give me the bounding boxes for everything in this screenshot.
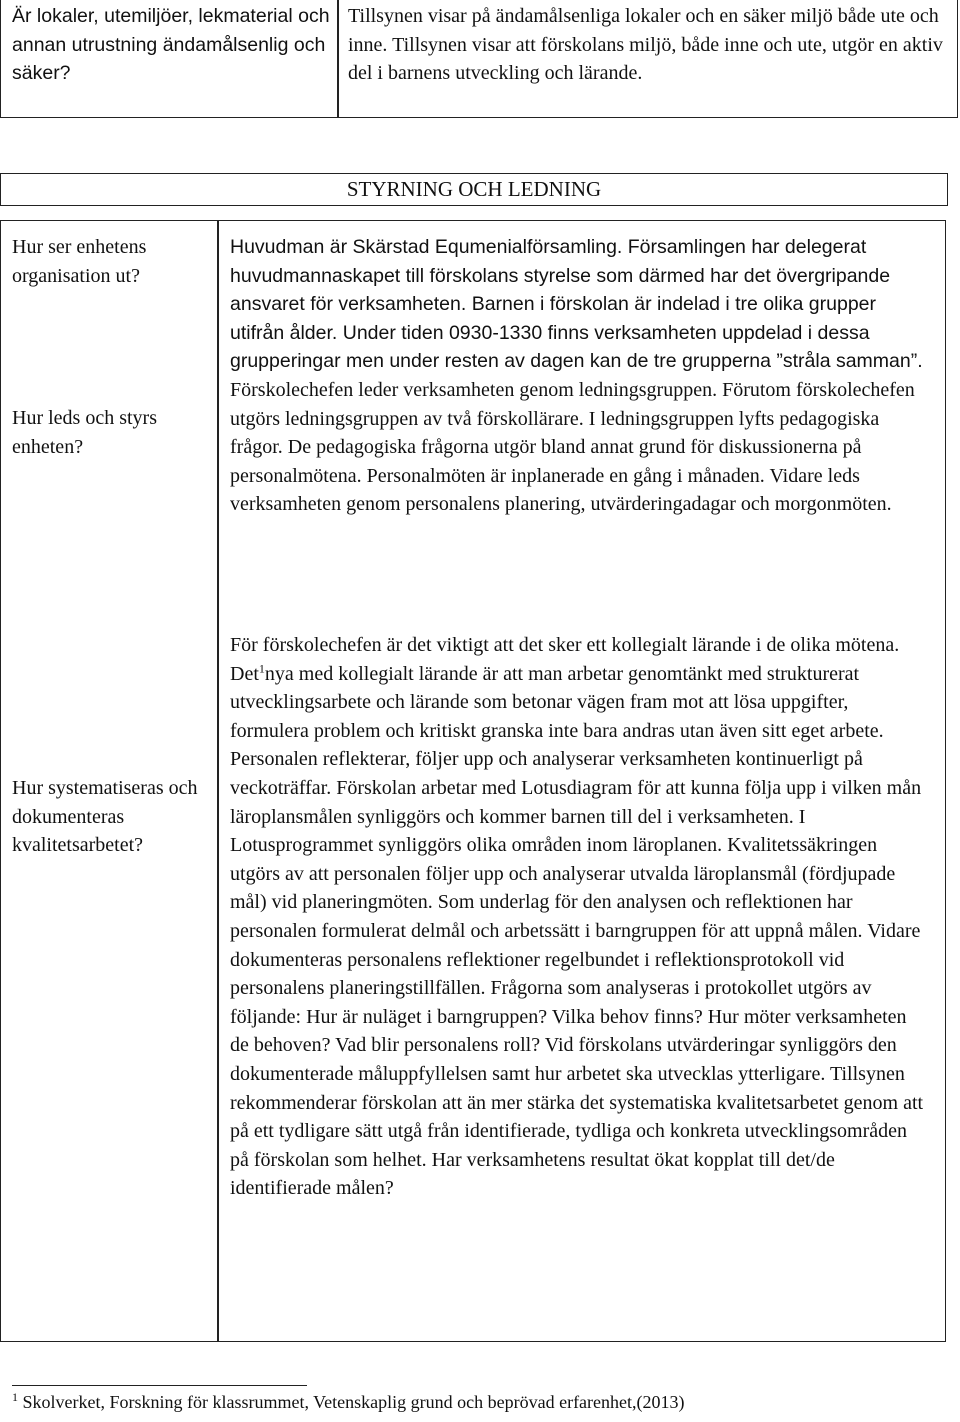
question-leadership: Hur leds och styrs enheten? [12, 407, 157, 458]
answer-block [230, 233, 930, 519]
footnote-text: Skolverket, Forskning för klassrummet, Vetenskaplig grund och beprövad erfarenhet,(2013) [22, 1392, 685, 1412]
question-quality-work: Hur systematiseras och dokumenteras kvalitetsarbetet? [12, 777, 198, 857]
answer-collegial-learning [230, 631, 930, 745]
answer-premises: Tillsynen visar på ändamålsenliga lokaler och en säker miljö både ute och inne. Tillsynen visar att förskolans miljö, både inne och ute, utgör en aktiv del i barnens utveckling och lärande. [348, 5, 943, 85]
question-premises: Är lokaler, utemiljöer, lekmaterial och annan utrustning ändamålsenlig och säker? [12, 5, 330, 84]
answer-leadership: Förskolechefen leder verksamheten genom ledningsgruppen. Förutom förskolechefen utgörs ledningsgruppen av två förskollärare. I ledningsgruppen lyfts pedagogiska frågor. De pedagogiska frågorna utgör bland annat grund för diskussionerna på personalmötena. Personalmöten är inplanerade en gång i månaden. Vidare leds verksamheten genom personalens planering, utvärderingadagar och morgonmöten. [230, 378, 915, 516]
answer-quality: Personalen reflekterar, följer upp och analyserar verksamheten kontinuerligt på veckoträffar. Förskolan arbetar med Lotusdiagram för att kunna följa upp i vilken mån läroplansmålen synliggörs och kommer barnen till del i verksamheten. I Lotusprogrammet synliggörs olika områden inom läroplanen. Kvalitetssäkringen utgörs av att personalen följer upp och analyserar utvalda läroplansmål (fördjupade mål) vid planeringmöten. Som underlag för den analysen och reflektionen har personalen formulerat delmål och arbetssätt i barngruppen för att uppnå målen. Vidare dokumenteras personalens reflektioner regelbundet i reflektionsprotokoll vid personalens planeringstillfällen. Frågorna som analyseras i protokollet utgörs av följande: Hur är nuläget i barngruppen? Vilka behov finns? Hur möter verksamheten de behoven? Vad blir personalens roll? Vid förskolans utvärderingar synliggörs den dokumenterade måluppfyllelsen samt hur arbetet ska utvecklas ytterligare. Tillsynen rekommenderar förskolan att än mer stärka det systematiska kvalitetsarbetet genom att på ett tydligare sätt utgå från identifierade, tydliga och konkreta utvecklingsområden på förskolan som helhet. Har verksamhetens resultat ökat kopplat till det/de identifierade målen? [230, 748, 924, 1200]
top-table-divider [337, 0, 339, 117]
footnote-marker: 1 [12, 1390, 18, 1404]
footnote [12, 1390, 942, 1414]
section-header [0, 173, 948, 206]
answer-organisation: Huvudman är Skärstad Equmenialförsamling. Församlingen har delegerat huvudmannaskapet till förskolans styrelse som därmed har det övergripande ansvaret för verksamheten. Barnen i förskolan är indelad i tre olika grupper utifrån ålder. Under tiden 0930-1330 finns verksamheten uppdelad i dessa grupperingar men under resten av dagen kan de tre grupperna ”stråla samman”. [230, 236, 923, 373]
answer-block-2 [230, 631, 930, 1203]
answer-collegial-a: För förskolechefen är det viktigt att det sker ett kollegialt lärande i de olika mötena. Det [230, 634, 900, 685]
answer-collegial-b: nya med kollegialt lärande är att man arbetar genomtänkt med strukturerat utvecklingsarbete och lärande som betonar vägen fram mot att lösa uppgifter, formulera problem och kritiskt granska inte bara andras utan även sitt eget arbete. [230, 662, 884, 742]
question-organisation: Hur ser enhetens organisation ut? [12, 236, 147, 287]
section-title: STYRNING OCH LEDNING [346, 177, 602, 201]
footnote-ref: 1 [258, 660, 265, 675]
main-table-divider [217, 220, 219, 1342]
footnote-rule [12, 1385, 307, 1386]
